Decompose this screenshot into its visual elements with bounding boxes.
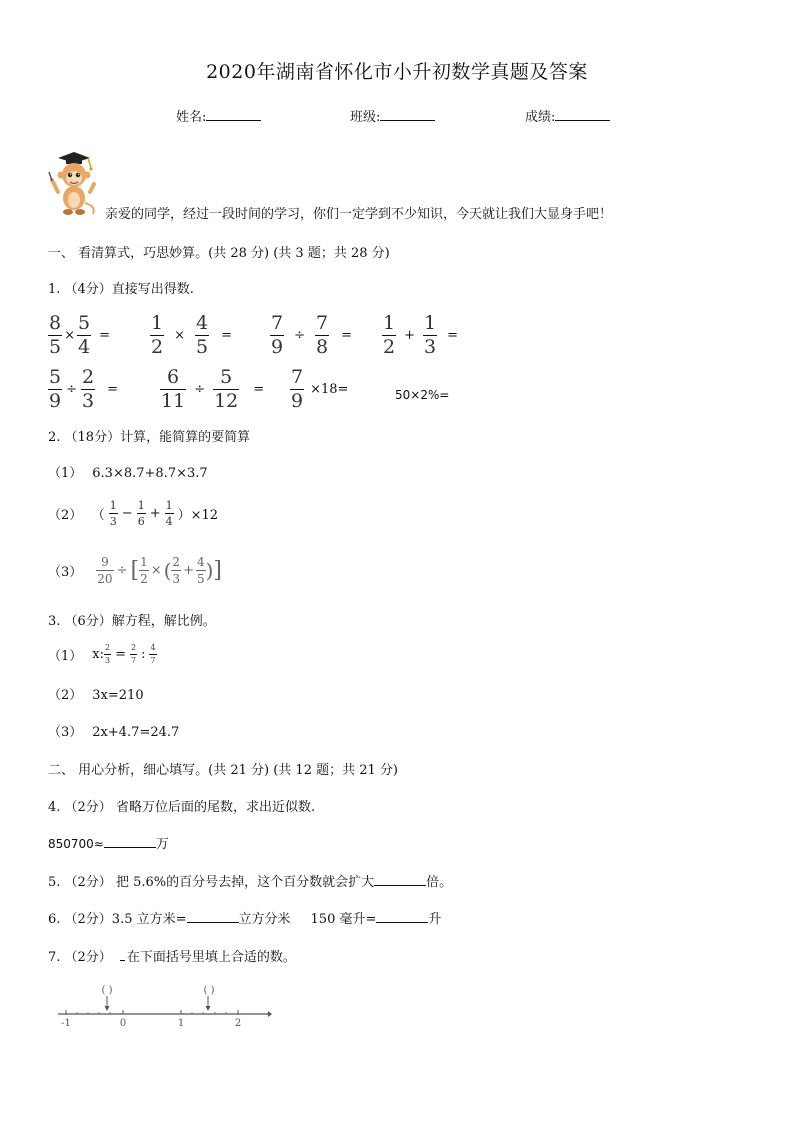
page-title: 2020年湖南省怀化市小升初数学真题及答案 [206, 61, 588, 83]
q4-label: 4. （2分） 省略万位后面的尾数，求出近似数. [48, 800, 316, 815]
fraction: $\frac{1}{3}$ [424, 312, 437, 358]
q1-r2-e3: $\frac{7}{9}$ ×18= [291, 366, 349, 412]
name-blank[interactable] [206, 108, 261, 121]
fraction: $\frac{5}{4}$ [78, 312, 91, 358]
q3-part1: （1） x: $\frac{2}{3}$ = $\frac{2}{7}$ : $\frac{4}{7}$ [48, 643, 156, 665]
fraction: $\frac{4}{5}$ [196, 555, 205, 586]
class-field [350, 106, 435, 125]
fraction: $\frac{1}{4}$ [165, 499, 173, 528]
numberline-tick-label: -1 [61, 1018, 71, 1029]
score-label: 成绩: [525, 110, 556, 125]
fraction: $\frac{2}{3}$ [105, 643, 111, 665]
q2-label: 2. （18分）计算，能简算的要简算 [48, 430, 251, 445]
fraction: $\frac{8}{5}$ [49, 312, 62, 358]
fraction: $\frac{1}{3}$ [109, 499, 117, 528]
name-field [176, 106, 261, 125]
greeting-text: 亲爱的同学，经过一段时间的学习，你们一定学到不少知识，今天就让我们大显身手吧！ [105, 207, 613, 222]
q5-blank[interactable] [374, 873, 426, 886]
q1-r2-e2: $\frac{6}{11}$ ÷ $\frac{5}{12}$ = [161, 366, 265, 412]
q6-blank-2[interactable] [376, 910, 428, 923]
fraction: $\frac{7}{8}$ [316, 312, 329, 358]
number-line [56, 980, 272, 1032]
q6-line: 6. （2分）3.5 立方米= 立方分米 150 毫升= 升 [48, 912, 442, 927]
numberline-tick-label: 1 [177, 1018, 185, 1029]
q6-blank-1[interactable] [187, 910, 239, 923]
fraction: $\frac{2}{3}$ [82, 366, 95, 412]
q1-r1-e1: $\frac{8}{5}$ × $\frac{5}{4}$ = [49, 312, 110, 358]
numberline-tick-label: 2 [234, 1018, 242, 1029]
q1-r1-e3: $\frac{7}{9}$ ÷ $\frac{7}{8}$ = [271, 312, 352, 358]
score-field [525, 106, 610, 125]
section1-header: 一、 看清算式，巧思妙算。(共 28 分) (共 3 题；共 28 分) [48, 246, 390, 261]
fraction: $\frac{4}{5}$ [196, 312, 209, 358]
fraction: $\frac{2}{3}$ [172, 555, 181, 586]
fraction: $\frac{1}{2}$ [151, 312, 164, 358]
q1-r2-e1: $\frac{5}{9}$ ÷ $\frac{2}{3}$ = [49, 366, 118, 412]
q7-line: 7. （2分） 在下面括号里填上合适的数。 [48, 950, 296, 965]
fraction: $\frac{5}{12}$ [214, 366, 239, 412]
numberline-paren-1[interactable]: ( ) [101, 985, 113, 996]
fraction: $\frac{9}{20}$ [97, 555, 113, 586]
mascot-icon [44, 148, 102, 218]
q4-blank[interactable] [104, 835, 156, 848]
q3-label: 3. （6分）解方程，解比例。 [48, 614, 216, 629]
q2-part2: （2） （ $\frac{1}{3}$ − $\frac{1}{6}$ + $\frac{1}{4}$ ）×12 [48, 499, 219, 528]
name-label: 姓名: [176, 110, 207, 125]
fraction: $\frac{7}{9}$ [291, 366, 304, 412]
q4-answer: 850700≈ 万 [48, 837, 169, 852]
class-label: 班级: [350, 110, 381, 125]
q1-r2-e4: 50×2%= [395, 388, 450, 402]
fraction: $\frac{1}{2}$ [140, 555, 148, 586]
fraction: $\frac{1}{2}$ [383, 312, 396, 358]
section2-header: 二、 用心分析，细心填写。(共 21 分) (共 12 题；共 21 分) [48, 763, 398, 778]
fraction: $\frac{6}{11}$ [161, 366, 186, 412]
numberline-tick-label: 0 [119, 1018, 127, 1029]
fraction: $\frac{4}{7}$ [150, 643, 156, 665]
fraction: $\frac{2}{7}$ [131, 643, 137, 665]
fraction: $\frac{5}{9}$ [49, 366, 62, 412]
q1-r1-e2: $\frac{1}{2}$ × $\frac{4}{5}$ = [151, 312, 232, 358]
q1-label: 1. （4分）直接写出得数. [48, 282, 194, 297]
q3-part2: （2） 3x=210 [48, 688, 144, 703]
fraction: $\frac{1}{6}$ [137, 499, 145, 528]
score-blank[interactable] [555, 108, 610, 121]
q2-part3: （3） $\frac{9}{20}$ ÷ [ $\frac{1}{2}$ × ( $\frac{2}{3}$ + $\frac{4}{5}$ )] [48, 555, 223, 586]
q2-part1: （1） 6.3×8.7+8.7×3.7 [48, 466, 208, 481]
numberline-paren-2[interactable]: ( ) [203, 985, 215, 996]
q3-part3: （3） 2x+4.7=24.7 [48, 725, 180, 740]
q1-r1-e4: $\frac{1}{2}$ + $\frac{1}{3}$ = [383, 312, 458, 358]
q5-line: 5. （2分） 把 5.6%的百分号去掉，这个百分数就会扩大 倍。 [48, 875, 453, 890]
class-blank[interactable] [380, 108, 435, 121]
fraction: $\frac{7}{9}$ [271, 312, 284, 358]
